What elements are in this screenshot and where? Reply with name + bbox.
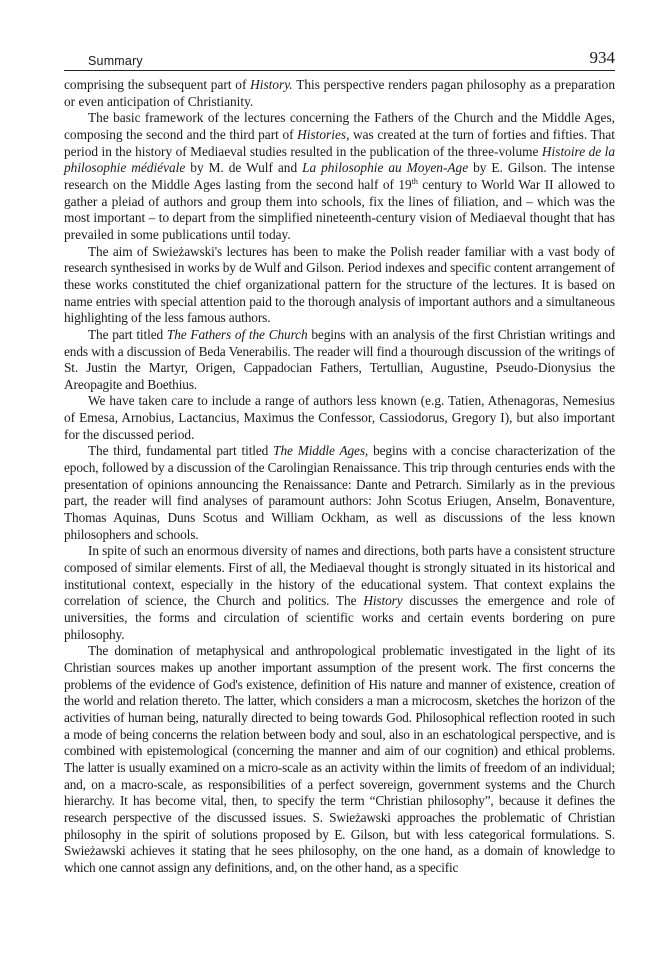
italic-title: La philosophie au Moyen-Age [302, 160, 469, 176]
text-run: The third, fundamental part titled [88, 443, 274, 459]
italic-title: History. [250, 77, 293, 92]
text-run: This perspective renders pagan philosophy as a preparation or even anticipation of Christianity. [64, 77, 615, 109]
text-run: We have taken care to include a range of authors less known (e.g. Tatien, Athenagoras, Nemesius of Emesa, Arnobius, Lactancius, Maximus the Confessor, Cassiodorus, Gregory I), but also important for the discussed period. [64, 393, 615, 442]
paragraph [64, 77, 615, 110]
text-run: The part titled [88, 326, 167, 342]
running-header [64, 44, 615, 71]
italic-title: The Middle Ages, [273, 443, 369, 459]
paragraph [64, 543, 615, 643]
page-number: 934 [589, 48, 615, 67]
paragraph [64, 643, 615, 876]
text-run: begins with an analysis of the first Christian writings and ends with a discussion of Beda Venerabilis. The reader will find a thourough discussion of the writings of St. Justin the Martyr, Origen, Cappadocian Fathers, Tertullian, Augustine, Pseudo-Dionysius the Areopagite and Boethius. [64, 326, 615, 392]
paragraph [64, 244, 615, 327]
section-title: Summary [88, 54, 143, 68]
text-run: The domination of metaphysical and anthropological problematic investigated in the light of its Christian sources makes up another important assumption of the present work. The first concerns the problems of the evidence of God's existence, definition of His nature and manner of existence, creation of the world and relation thereto. The latter, which considers a man a microcosm, sketches the horizon of the activities of human being, naturally directed to being towards God. Philosophical reflection rooted in such a mode of being concerns the relation between body and soul, also in an eschatological perspective, and is combined with epistemological (concerning the manner and aim of our cognition) and ethical problems. The latter is usually examined on a micro-scale as an activity within the limits of freedom of an individual; and, on a macro-scale, as responsibilities of a perfect sovereign, government systems and the Church hierarchy. It has become vital, then, to specify the term “Christian philosophy”, because it defines the research perspective of the discussed issues. S. Swieżawski approaches the problematic of Christian philosophy in the spirit of solutions proposed by E. Gilson, but with less categorical formulations. S. Swieżawski achieves it stating that he sees philosophy, on the one hand, as a domain of knowledge to which one cannot assign any definitions, and, on the other hand, as a specific [64, 643, 615, 875]
text-run: comprising the subsequent part of [64, 77, 251, 92]
italic-title: History [363, 593, 403, 609]
text-run: begins with a concise characterization of the epoch, followed by a discussion of the Carolingian Renaissance. This trip through centuries ends with the presentation of opinions announcing the Renaissance: Dante and Petrarch. Similarly as in the previous part, the reader will find analyses of paramount authors: John Scotus Eriugen, Anselm, Bonaventure, Thomas Aquinas, Duns Scotus and William Ockham, as well as discussions of the less known philosophers and schools. [64, 443, 616, 542]
body-text [64, 77, 615, 877]
text-run: by E. Gilson. The intense research on the Middle Ages lasting from the second half of 19 [64, 160, 615, 192]
superscript: th [411, 176, 418, 186]
paragraph [64, 443, 615, 543]
text-run: discusses the emergence and role of universities, the forms and circulation of scientific works and certain events bordering on pure philosophy. [64, 593, 615, 642]
italic-title: Histoire de la philosophie médiévale [64, 143, 616, 176]
paragraph [64, 393, 615, 443]
text-run: In spite of such an enormous diversity of names and directions, both parts have a consistent structure composed of similar elements. First of all, the Mediaeval thought is strongly situated in its historical and institutional context, especially in the history of the educational system. That context explains the correlation of science, the Church and politics. The [64, 543, 615, 609]
paragraph [64, 327, 615, 394]
document-page [64, 44, 615, 877]
text-run: by M. de Wulf and [185, 160, 303, 176]
italic-title: The Fathers of the Church [166, 326, 308, 342]
text-run: century to World War II allowed to gather a pleiad of authors and group them into schools, fix the lines of filiation, and – which was the most important – to depart from the simplified nineteenth-century vision of Mediaeval thought that has prevailed in some publications until today. [64, 176, 615, 242]
paragraph [64, 110, 615, 243]
text-run: was created at the turn of forties and fifties. That period in the history of Mediaeval studies resulted in the publication of the three-volume [64, 126, 615, 159]
text-run: The aim of Swieżawski's lectures has been to make the Polish reader familiar with a vast body of research synthesised in works by de Wulf and Gilson. Period indexes and specific content arrangement of these works constituted the chief organizational pattern for the structure of the lectures. It is based on name entries with special attention paid to the thorough analysis of important authors and a simultaneous highlighting of the less famous authors. [64, 243, 615, 326]
text-run: The basic framework of the lectures concerning the Fathers of the Church and the Middle Ages, composing the second and the third part of [64, 110, 615, 142]
italic-title: Histories, [297, 126, 350, 142]
